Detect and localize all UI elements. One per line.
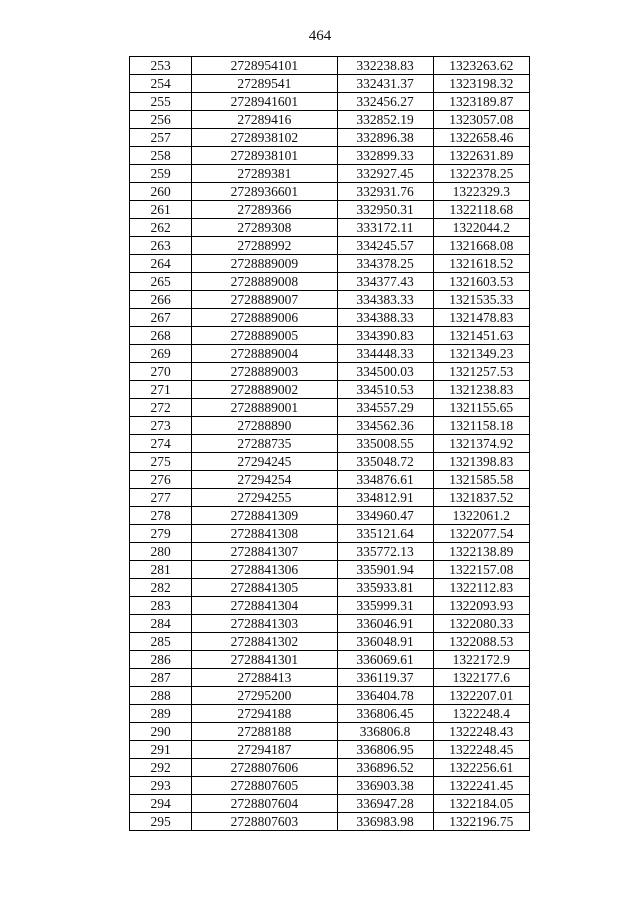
x-coordinate-cell: 335772.13 — [337, 543, 433, 561]
x-coordinate-cell: 335933.81 — [337, 579, 433, 597]
point-id-cell: 2728938102 — [192, 129, 337, 147]
point-number-cell: 289 — [130, 705, 192, 723]
y-coordinate-cell: 1321478.83 — [433, 309, 529, 327]
y-coordinate-cell: 1321585.58 — [433, 471, 529, 489]
x-coordinate-cell: 336069.61 — [337, 651, 433, 669]
y-coordinate-cell: 1321837.52 — [433, 489, 529, 507]
point-number-cell: 265 — [130, 273, 192, 291]
y-coordinate-cell: 1321535.33 — [433, 291, 529, 309]
table-row — [130, 435, 530, 453]
point-number-cell: 276 — [130, 471, 192, 489]
point-number-cell: 270 — [130, 363, 192, 381]
y-coordinate-cell: 1322241.45 — [433, 777, 529, 795]
point-id-cell: 27295200 — [192, 687, 337, 705]
point-id-cell: 2728841304 — [192, 597, 337, 615]
table-row — [130, 93, 530, 111]
point-id-cell: 27288413 — [192, 669, 337, 687]
x-coordinate-cell: 336404.78 — [337, 687, 433, 705]
point-id-cell: 2728841302 — [192, 633, 337, 651]
x-coordinate-cell: 334500.03 — [337, 363, 433, 381]
y-coordinate-cell: 1322093.93 — [433, 597, 529, 615]
y-coordinate-cell: 1322248.43 — [433, 723, 529, 741]
y-coordinate-cell: 1322329.3 — [433, 183, 529, 201]
table-row — [130, 129, 530, 147]
point-number-cell: 260 — [130, 183, 192, 201]
x-coordinate-cell: 336806.8 — [337, 723, 433, 741]
x-coordinate-cell: 336048.91 — [337, 633, 433, 651]
x-coordinate-cell: 332896.38 — [337, 129, 433, 147]
point-id-cell: 2728807604 — [192, 795, 337, 813]
table-row — [130, 795, 530, 813]
y-coordinate-cell: 1322196.75 — [433, 813, 529, 831]
point-number-cell: 254 — [130, 75, 192, 93]
table-row — [130, 651, 530, 669]
x-coordinate-cell: 334876.61 — [337, 471, 433, 489]
point-number-cell: 274 — [130, 435, 192, 453]
x-coordinate-cell: 336983.98 — [337, 813, 433, 831]
point-number-cell: 268 — [130, 327, 192, 345]
point-number-cell: 267 — [130, 309, 192, 327]
y-coordinate-cell: 1321155.65 — [433, 399, 529, 417]
table-row — [130, 345, 530, 363]
x-coordinate-cell: 334562.36 — [337, 417, 433, 435]
x-coordinate-cell: 333172.11 — [337, 219, 433, 237]
x-coordinate-cell: 334557.29 — [337, 399, 433, 417]
table-row — [130, 561, 530, 579]
x-coordinate-cell: 335901.94 — [337, 561, 433, 579]
x-coordinate-cell: 336806.45 — [337, 705, 433, 723]
x-coordinate-cell: 335999.31 — [337, 597, 433, 615]
table-row — [130, 633, 530, 651]
y-coordinate-cell: 1323189.87 — [433, 93, 529, 111]
x-coordinate-cell: 332950.31 — [337, 201, 433, 219]
y-coordinate-cell: 1321374.92 — [433, 435, 529, 453]
table-row — [130, 147, 530, 165]
point-number-cell: 273 — [130, 417, 192, 435]
y-coordinate-cell: 1322177.6 — [433, 669, 529, 687]
point-number-cell: 264 — [130, 255, 192, 273]
point-number-cell: 281 — [130, 561, 192, 579]
point-number-cell: 285 — [130, 633, 192, 651]
x-coordinate-cell: 334388.33 — [337, 309, 433, 327]
y-coordinate-cell: 1321603.53 — [433, 273, 529, 291]
y-coordinate-cell: 1321238.83 — [433, 381, 529, 399]
point-id-cell: 27288890 — [192, 417, 337, 435]
point-id-cell: 2728841303 — [192, 615, 337, 633]
table-row — [130, 471, 530, 489]
point-number-cell: 278 — [130, 507, 192, 525]
point-id-cell: 2728841307 — [192, 543, 337, 561]
table-row — [130, 183, 530, 201]
table-row — [130, 417, 530, 435]
point-id-cell: 27294187 — [192, 741, 337, 759]
table-row — [130, 489, 530, 507]
point-id-cell: 27289541 — [192, 75, 337, 93]
point-number-cell: 287 — [130, 669, 192, 687]
y-coordinate-cell: 1321257.53 — [433, 363, 529, 381]
table-row — [130, 75, 530, 93]
y-coordinate-cell: 1322172.9 — [433, 651, 529, 669]
point-id-cell: 2728841309 — [192, 507, 337, 525]
point-id-cell: 2728889003 — [192, 363, 337, 381]
y-coordinate-cell: 1322112.83 — [433, 579, 529, 597]
point-number-cell: 257 — [130, 129, 192, 147]
y-coordinate-cell: 1321158.18 — [433, 417, 529, 435]
table-row — [130, 327, 530, 345]
point-number-cell: 272 — [130, 399, 192, 417]
x-coordinate-cell: 332852.19 — [337, 111, 433, 129]
x-coordinate-cell: 336947.28 — [337, 795, 433, 813]
y-coordinate-cell: 1322044.2 — [433, 219, 529, 237]
point-id-cell: 27289308 — [192, 219, 337, 237]
y-coordinate-cell: 1322256.61 — [433, 759, 529, 777]
point-id-cell: 27288735 — [192, 435, 337, 453]
x-coordinate-cell: 336903.38 — [337, 777, 433, 795]
table-row — [130, 777, 530, 795]
point-id-cell: 27294255 — [192, 489, 337, 507]
x-coordinate-cell: 336119.37 — [337, 669, 433, 687]
point-id-cell: 27288992 — [192, 237, 337, 255]
point-number-cell: 263 — [130, 237, 192, 255]
table-row — [130, 507, 530, 525]
x-coordinate-cell: 334383.33 — [337, 291, 433, 309]
x-coordinate-cell: 334812.91 — [337, 489, 433, 507]
point-id-cell: 2728936601 — [192, 183, 337, 201]
table-row — [130, 237, 530, 255]
point-number-cell: 292 — [130, 759, 192, 777]
point-id-cell: 2728889005 — [192, 327, 337, 345]
y-coordinate-cell: 1322118.68 — [433, 201, 529, 219]
point-id-cell: 2728841308 — [192, 525, 337, 543]
point-id-cell: 2728938101 — [192, 147, 337, 165]
point-number-cell: 291 — [130, 741, 192, 759]
x-coordinate-cell: 335048.72 — [337, 453, 433, 471]
table-row — [130, 201, 530, 219]
point-id-cell: 2728807603 — [192, 813, 337, 831]
table-row — [130, 255, 530, 273]
table-row — [130, 579, 530, 597]
x-coordinate-cell: 336046.91 — [337, 615, 433, 633]
point-number-cell: 295 — [130, 813, 192, 831]
y-coordinate-cell: 1321668.08 — [433, 237, 529, 255]
point-id-cell: 2728889008 — [192, 273, 337, 291]
point-id-cell: 2728889006 — [192, 309, 337, 327]
x-coordinate-cell: 336896.52 — [337, 759, 433, 777]
point-number-cell: 266 — [130, 291, 192, 309]
table-row — [130, 525, 530, 543]
point-number-cell: 293 — [130, 777, 192, 795]
x-coordinate-cell: 332931.76 — [337, 183, 433, 201]
point-number-cell: 275 — [130, 453, 192, 471]
x-coordinate-cell: 332456.27 — [337, 93, 433, 111]
table-row — [130, 363, 530, 381]
point-number-cell: 277 — [130, 489, 192, 507]
y-coordinate-cell: 1321398.83 — [433, 453, 529, 471]
x-coordinate-cell: 335121.64 — [337, 525, 433, 543]
x-coordinate-cell: 335008.55 — [337, 435, 433, 453]
x-coordinate-cell: 332431.37 — [337, 75, 433, 93]
point-id-cell: 2728841305 — [192, 579, 337, 597]
y-coordinate-cell: 1322061.2 — [433, 507, 529, 525]
y-coordinate-cell: 1322138.89 — [433, 543, 529, 561]
x-coordinate-cell: 332899.33 — [337, 147, 433, 165]
y-coordinate-cell: 1321349.23 — [433, 345, 529, 363]
x-coordinate-cell: 334448.33 — [337, 345, 433, 363]
y-coordinate-cell: 1322658.46 — [433, 129, 529, 147]
point-id-cell: 27294245 — [192, 453, 337, 471]
table-row — [130, 399, 530, 417]
y-coordinate-cell: 1322207.01 — [433, 687, 529, 705]
coordinates-table — [129, 56, 530, 831]
y-coordinate-cell: 1323057.08 — [433, 111, 529, 129]
table-row — [130, 813, 530, 831]
table-row — [130, 723, 530, 741]
point-id-cell: 27294188 — [192, 705, 337, 723]
table-row — [130, 111, 530, 129]
table-row — [130, 309, 530, 327]
x-coordinate-cell: 334960.47 — [337, 507, 433, 525]
point-number-cell: 279 — [130, 525, 192, 543]
table-row — [130, 741, 530, 759]
table-row — [130, 165, 530, 183]
table-row — [130, 453, 530, 471]
point-number-cell: 284 — [130, 615, 192, 633]
point-id-cell: 27289416 — [192, 111, 337, 129]
point-number-cell: 280 — [130, 543, 192, 561]
point-id-cell: 2728889009 — [192, 255, 337, 273]
table-row — [130, 615, 530, 633]
point-number-cell: 258 — [130, 147, 192, 165]
x-coordinate-cell: 334510.53 — [337, 381, 433, 399]
y-coordinate-cell: 1322248.4 — [433, 705, 529, 723]
x-coordinate-cell: 336806.95 — [337, 741, 433, 759]
point-number-cell: 253 — [130, 57, 192, 75]
page-number: 464 — [308, 28, 332, 44]
point-number-cell: 282 — [130, 579, 192, 597]
table-row — [130, 669, 530, 687]
point-number-cell: 288 — [130, 687, 192, 705]
point-id-cell: 2728841301 — [192, 651, 337, 669]
table-row — [130, 273, 530, 291]
table-row — [130, 705, 530, 723]
y-coordinate-cell: 1322184.05 — [433, 795, 529, 813]
point-id-cell: 27288188 — [192, 723, 337, 741]
point-number-cell: 290 — [130, 723, 192, 741]
x-coordinate-cell: 334378.25 — [337, 255, 433, 273]
x-coordinate-cell: 334377.43 — [337, 273, 433, 291]
y-coordinate-cell: 1322077.54 — [433, 525, 529, 543]
y-coordinate-cell: 1321451.63 — [433, 327, 529, 345]
point-id-cell: 2728889002 — [192, 381, 337, 399]
point-id-cell: 27294254 — [192, 471, 337, 489]
y-coordinate-cell: 1322088.53 — [433, 633, 529, 651]
point-id-cell: 2728889001 — [192, 399, 337, 417]
x-coordinate-cell: 332238.83 — [337, 57, 433, 75]
point-number-cell: 269 — [130, 345, 192, 363]
table-row — [130, 687, 530, 705]
y-coordinate-cell: 1323198.32 — [433, 75, 529, 93]
point-number-cell: 286 — [130, 651, 192, 669]
y-coordinate-cell: 1322080.33 — [433, 615, 529, 633]
point-id-cell: 2728954101 — [192, 57, 337, 75]
point-id-cell: 2728941601 — [192, 93, 337, 111]
x-coordinate-cell: 332927.45 — [337, 165, 433, 183]
point-number-cell: 294 — [130, 795, 192, 813]
point-number-cell: 259 — [130, 165, 192, 183]
point-id-cell: 2728841306 — [192, 561, 337, 579]
point-id-cell: 27289366 — [192, 201, 337, 219]
table-row — [130, 597, 530, 615]
x-coordinate-cell: 334390.83 — [337, 327, 433, 345]
table-row — [130, 219, 530, 237]
y-coordinate-cell: 1322157.08 — [433, 561, 529, 579]
point-id-cell: 2728807606 — [192, 759, 337, 777]
point-id-cell: 2728889007 — [192, 291, 337, 309]
table-row — [130, 543, 530, 561]
point-id-cell: 27289381 — [192, 165, 337, 183]
y-coordinate-cell: 1322248.45 — [433, 741, 529, 759]
table-row — [130, 759, 530, 777]
table-body — [130, 57, 530, 831]
point-id-cell: 2728807605 — [192, 777, 337, 795]
table-row — [130, 291, 530, 309]
table-row — [130, 381, 530, 399]
point-number-cell: 261 — [130, 201, 192, 219]
y-coordinate-cell: 1321618.52 — [433, 255, 529, 273]
point-number-cell: 283 — [130, 597, 192, 615]
point-id-cell: 2728889004 — [192, 345, 337, 363]
point-number-cell: 255 — [130, 93, 192, 111]
table-row — [130, 57, 530, 75]
y-coordinate-cell: 1322631.89 — [433, 147, 529, 165]
y-coordinate-cell: 1322378.25 — [433, 165, 529, 183]
point-number-cell: 271 — [130, 381, 192, 399]
point-number-cell: 256 — [130, 111, 192, 129]
y-coordinate-cell: 1323263.62 — [433, 57, 529, 75]
x-coordinate-cell: 334245.57 — [337, 237, 433, 255]
point-number-cell: 262 — [130, 219, 192, 237]
